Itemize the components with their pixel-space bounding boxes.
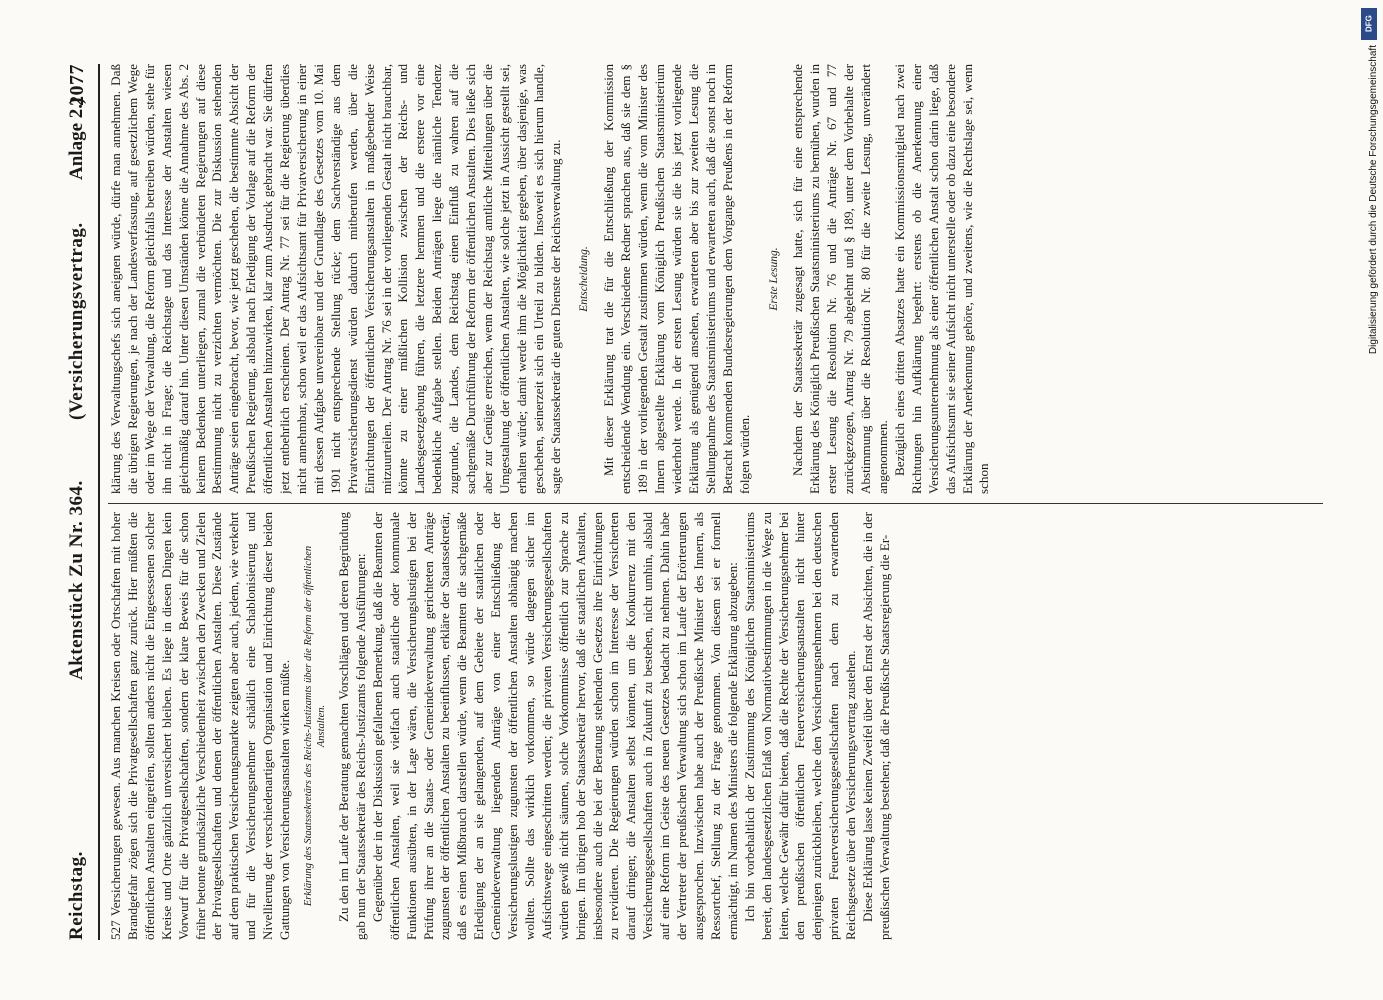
- paragraph: 527 Versicherungen gewesen. Aus manchen Kreisen oder Ortschaften mit hoher Brandgefahr zögen sich die Privatgesellschaften ganz zurück. Hier müßten die öffentlichen Anstalten eingreifen, sollten anders nicht die Eingesessenen solcher Kreise und Orte gänzlich unversichert bleiben. Es liege in diesen Dingen kein Vorwurf für die Privatgesellschaften, sondern der klare Beweis für die schon früher betonte grundsätzliche Verschiedenheit zwischen den Zwecken und Zielen der Privatgesellschaften und denen der öffentlichen Anstalten. Diese Zustände auf dem praktischen Versicherungsmarkte zeigten aber auch, jedem, wie verkehrt und für die Versicherungsnehmer schädlich eine Schablonisierung und Nivellierung der verschiedenartigen Organisation und Einrichtung dieser beiden Gattungen von Versicherungsanstalten wirken müßte.: [108, 512, 293, 940]
- section-heading: Entscheidung.: [578, 246, 591, 312]
- header-left-title: Reichstag.: [66, 851, 87, 940]
- header-document-number: Aktenstück Zu Nr. 364.: [66, 480, 87, 680]
- page-number: 2077: [66, 64, 88, 106]
- paragraph: Bezüglich eines dritten Absatzes hatte ein Kommissionsmitglied nach zwei Richtungen hin Aufklärung begehrt: erstens ob die Anerkennung einer Versicherungsunternehmung als einer öffentlichen Anstalt schon darin liege, daß das Aufsichtsamt sie seiner Aufsicht nicht unterstelle oder ob dazu eine besondere Erklärung der Anerkennung gehöre, und zweitens, wie die Rechtslage sei, wenn schon: [891, 64, 992, 494]
- header-subject: (Versicherungsvertrag.: [66, 222, 87, 420]
- left-column: [108, 512, 1323, 940]
- dfg-logo: DFG: [1361, 8, 1377, 40]
- page-header: [62, 64, 100, 940]
- section-heading: Erste Lesung.: [767, 247, 780, 311]
- paragraph: Gegenüber der in der Diskussion gefallenen Bemerkung, daß die Beamten der öffentlichen Anstalten, weil sie vielfach auch staatliche oder kommunale Funktionen ausübten, in der Lage wären, die Versicherungslustigen bei der Prüfung ihrer an die Staats- oder Gemeindeverwaltung gerichteten Anträge zugunsten der öffentlichen Anstalten zu beeinflussen, erkläre der Staatssekretär, daß es einen Mißbrauch darstellen würde, wenn die Beamten die sachgemäße Erledigung der an sie gelangenden, auf dem Gebiete der staatlichen oder Gemeindeverwaltung liegenden Anträge von einer Entschließung der Versicherungslustigen zugunsten der öffentlichen Anstalten abhängig machen wollten. Sollte das wirklich vorkommen, so würde dagegen sicher im Aufsichtswege eingeschritten werden; die privaten Versicherungsgesellschaften würden gewiß nicht säumen, solche Vorkommnisse öffentlich zur Sprache zu bringen. Im übrigen hob der Staatssekretär hervor, daß die staatlichen Anstalten, insbesondere auch die bei der Beratung stehenden Gesetzes ihre Einrichtungen zu revidieren. Die Regierungen würden schon im Interesse der Versicherten darauf dringen; die Anstalten selbst könnten, um die Konkurrenz mit den Versicherungsgesellschaften auch in Zukunft zu bestehen, nicht umhin, alsbald auf eine Reform im Geiste des neuen Gesetzes bedacht zu nehmen. Dahin habe der Vertreter der preußischen Verwaltung sich schon im Laufe der Erörterungen ausgesprochen. Inzwischen habe auch der Preußische Minister des Innern, als Ressortchef, Stellung zu der Frage genommen. Von diesem sei er formell ermächtigt, im Namen des Ministers die folgende Erklärung abzugeben:: [369, 512, 740, 940]
- header-attachment: Anlage 2.): [66, 97, 87, 180]
- column-divider: [108, 503, 1323, 504]
- paragraph: Diese Erklärung lasse keinen Zweifel über den Ernst der Absichten, die in der preußischen Verwaltung bestehen; daß die Preußische Staatsregierung die Er-: [860, 512, 892, 940]
- digitization-stamp: [1355, 0, 1383, 1000]
- paragraph: Nachdem der Staatssekretär zugesagt hatte, sich für eine entsprechende Erklärung des Königlich Preußischen Staatsministeriums zu bemühen, wurden in erster Lesung die Resolution Nr. 76 und die Anträge Nr. 67 und 77 zurückgezogen, Antrag Nr. 79 abgelehnt und § 189, unter dem Vorbehalte der Abstimmung über die Resolution Nr. 80 für die zweite Lesung, unverändert angenommen.: [790, 64, 890, 494]
- quoted-declaration: Ich bin vorbehaltlich der Zustimmung des Königlichen Staatsministeriums bereit, den landesgesetzlichen Erlaß von Normativbestimmungen in die Wege zu leiten, welche Gewähr dafür bieten, daß die Rechte der Versicherungsnehmer bei den preußischen öffentlichen Feuerversicherungsanstalten nicht hinter denjenigen zurückbleiben, welche den Versicherungsnehmern bei den deutschen privaten Feuerversicherungsgesellschaften nach dem zu erwartenden Reichsgesetze über den Versicherungsvertrag zustehen.: [741, 512, 859, 940]
- paragraph: Zu den im Laufe der Beratung gemachten Vorschlägen und deren Begründung gab nun der Staatssekretär des Reichs-Justizamts folgende Ausführungen:: [335, 512, 368, 940]
- paragraph: klärung des Verwaltungschefs sich aneignen würde, dürfe man annehmen. Daß die übrigen Regierungen, je nach der Landesverfassung, auf gesetzlichem Wege oder im Wege der Verwaltung, die Reform gleichfalls betreiben würden, stehe für ihn nicht in Frage; die Reichstage und das Interesse der Anstalten wiesen gleichmäßig darauf hin. Unter diesen Umständen könne die Annahme des Abs. 2 keinem Bedenken unterliegen, zumal die verbündeten Regierungen auf diese Bestimmung nicht zu verzichten vermöchten. Die zur Diskussion stehenden Anträge seien eingebracht, bevor, wie jetzt geschehen, die bestimmte Absicht der Preußischen Regierung, alsbald nach Erledigung der Vorlage auf die Reform der öffentlichen Anstalten hinzuwirken, klar zum Ausdruck gebracht war. Sie dürften jetzt entbehrlich erscheinen. Der Antrag Nr. 77 sei für die Regierung überdies nicht annehmbar, schon weil er das Aufsichtsamt für Privatversicherung in einer mit dessen Aufgabe unvereinbare und der Grundlage des Gesetzes vom 10. Mai 1901 nicht entsprechende Stellung rücke; dem Sachverständige aus dem Privatversicherungsdienst würden dadurch mitberufen werden, über die Einrichtungen der öffentlichen Versicherungsanstalten in maßgebender Weise mitzuurteilen. Der Antrag Nr. 76 sei in der vorliegenden Gestalt nicht brauchbar, könnte zu einer mißlichen Kollision zwischen der Reichs- und Landesgesetzgebung führen, die letztere hemmen und die erstere vor eine bedenkliche Aufgabe stellen. Beiden Anträgen liege die nämliche Tendenz zugrunde, die Landes, dem Reichstag einen Einfluß zu wahren auf die sachgemäße Durchführung der Reform der öffentlichen Anstalten. Dies ließe sich aber zur Genüge erreichen, wenn der Reichstag amtliche Mitteilungen über die Umgestaltung der öffentlichen Anstalten, wie solche jetzt in Aussicht gestellt sei, erhalten würde; damit werde ihm die Möglichkeit gegeben, über dasjenige, was geschehen, seinerzeit sich ein Urteil zu bilden. Insoweit es sich hierum handle, sagte der Staatssekretär die guten Dienste der Reichsverwaltung zu.: [108, 64, 563, 494]
- paragraph: Mit dieser Erklärung trat die für die Entschließung der Kommission entscheidende Wendung ein. Verschiedene Redner sprachen aus, daß sie dem § 189 in der vorliegenden Gestalt zustimmen würden, wenn die vom Minister des Innern abgestellte Erklärung vom Königlich Preußischen Staatsministerium wiederholt werde. In der ersten Lesung würden sie die bis jetzt vorliegende Erklärung als genügend ansehen, erwarteten aber bis zur zweiten Lesung die Stellungnahme des Staatsministeriums und erwarteten auch, daß die sonst noch in Betracht kommenden Bundesregierungen dem Vorgange Preußens in der Reform folgen würden.: [601, 64, 752, 494]
- right-column: [108, 64, 1323, 494]
- section-heading: Erklärung des Staatssekretärs des Reichs-Justizamts über die Reform der öffentlichen Anstalten.: [302, 545, 327, 907]
- digitization-credit: Digitalisierung gefördert durch die Deutsche Forschungsgemeinschaft: [1368, 45, 1379, 355]
